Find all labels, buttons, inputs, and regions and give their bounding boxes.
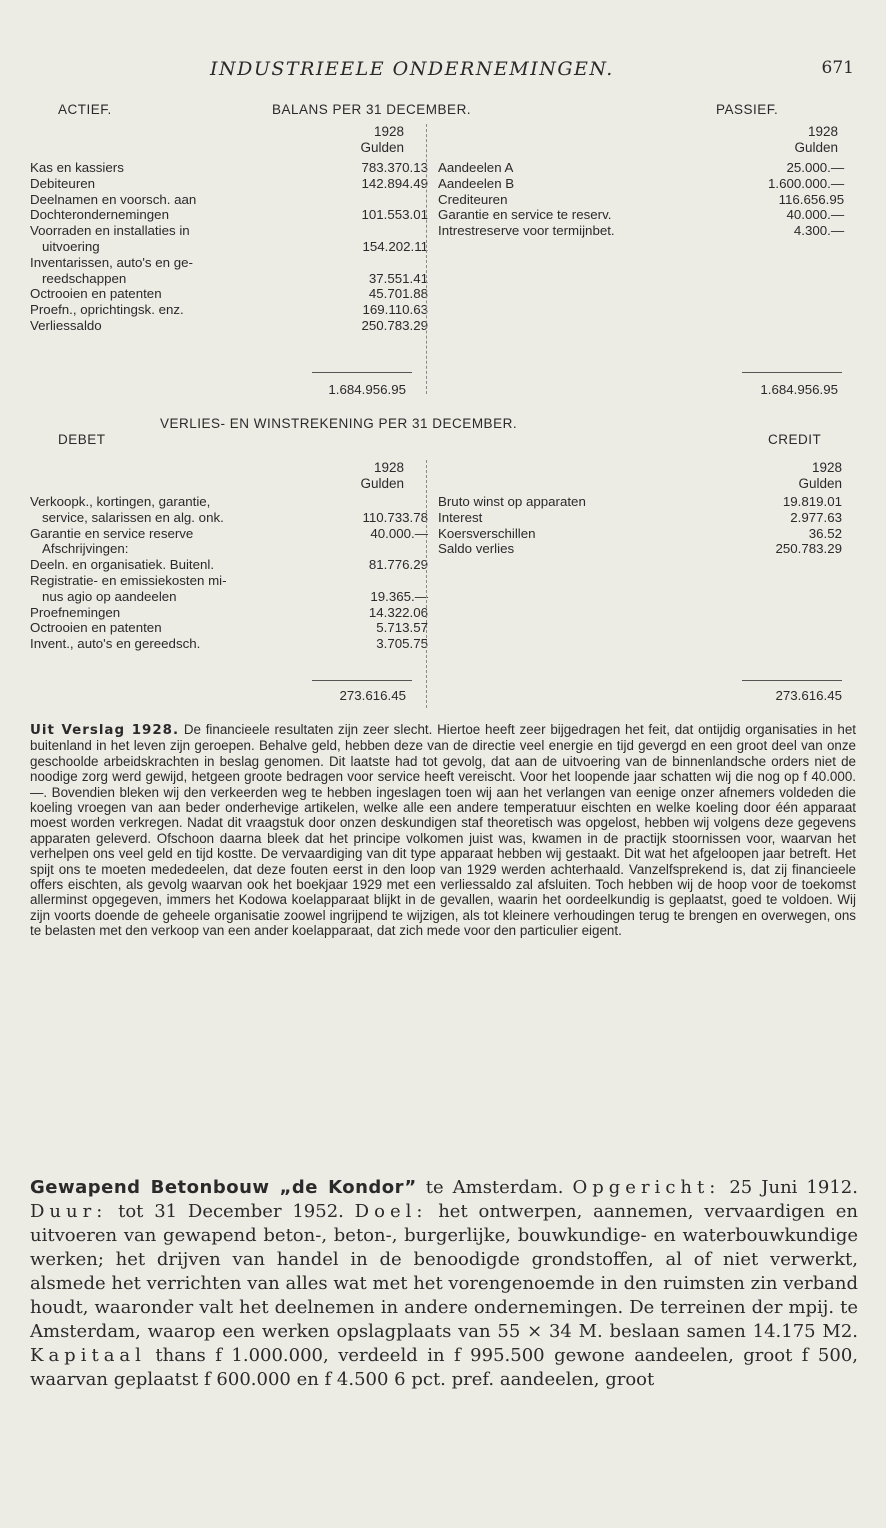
table-row: Deeln. en organisatiek. Buitenl. 81.776.29 <box>30 557 428 573</box>
table-row: Kas en kassiers 783.370.13 <box>30 160 428 175</box>
table-row: Verkoopk., kortingen, garantie, <box>30 494 211 509</box>
table-row: Koersverschillen 36.52 <box>438 525 842 541</box>
table-row: Crediteuren 116.656.95 <box>438 191 845 207</box>
table-row: Debiteuren 142.894.49 <box>30 175 428 191</box>
table-row: service, salarissen en alg. onk. 110.733.78 <box>42 509 428 525</box>
balans-year-right: 1928 <box>807 124 838 139</box>
table-row: Dochterondernemingen 101.553.01 <box>30 207 428 223</box>
wv-year-right: 1928 <box>811 460 842 475</box>
balans-unit-right: Gulden <box>794 140 838 155</box>
running-title: INDUSTRIEELE ONDERNEMINGEN. <box>210 58 614 80</box>
page-header <box>0 58 886 86</box>
table-row: Proefnemingen 14.322.06 <box>30 604 428 620</box>
credit-table <box>432 494 842 557</box>
table-row: Aandeelen B 1.600.000.— <box>438 175 845 191</box>
table-row: Afschrijvingen: <box>42 541 129 557</box>
table-row: Proefn., oprichtingsk. enz. 169.110.63 <box>30 302 428 318</box>
opgericht-value: 25 Juni 1912. <box>729 1177 858 1198</box>
total-rule-right <box>742 680 842 681</box>
duur-label: Duur: <box>30 1201 108 1222</box>
assets-table <box>30 160 434 334</box>
kapitaal-text: thans f 1.000.000, verdeeld in f 995.500 gewone aandeelen, groot f 500, waarvan geplaatst f 600.000 en f 4.500 6 pct. pref. aandeelen, groot <box>30 1345 858 1390</box>
wv-heading: VERLIES- EN WINSTREKENING PER 31 DECEMBER. <box>160 416 518 431</box>
balans-total-left: 1.684.956.95 <box>328 382 406 397</box>
report-text: De financieele resultaten zijn zeer slecht. Hiertoe heeft zeer bijgedragen het feit, dat ontijdig organisaties in het buitenland in het leven zijn geroepen. Behalve geld, hebben deze van de directie veel energie en tijd gevergd en een groot deel van onze geschoolde arbeidskrachten in beslag genomen. Dit laatste had tot gevolg, dat aan de uitvoering van de binnenlandsche orders niet de noodige zorg werd gewijd, hetgeen groote bedragen voor service heeft vereischt. Voor het loopende jaar schatten wij die nog op f 40.000.—. Bovendien bleken wij den verkeerden weg te hebben ingeslagen toen wij aan het verlangen van eenige onzer afnemers voldeden die koeling vroegen van aan beder onderhevige artikelen, welke alle een andere temperatuur eischten en welke koeling door één apparaat moest worden verkregen. Nadat dit vraagstuk door onzen deskundigen staf theoretisch was opgelost, hebben wij volgens deze gegevens apparaten geleverd. Ofschoon daarna bleek dat het principe volkomen juist was, kwamen in de practijk stoornissen voor, waarvan het verhelpen ons veel geld en tijd kostte. De vervaardiging van dit type apparaat hebben wij gestaakt. Dit wat het afgeloopen jaar betreft. Het spijt ons te moeten mededeelen, dat deze fouten eerst in den loop van 1929 werden achterhaald. Vanzelfsprekend is, dat zij financieele offers eischten, als gevolg waarvan ook het boekjaar 1929 met een verliessaldo zal afsluiten. Toch hebben wij de hoop voor de toekomst allerminst opgegeven, immers het Kodowa koelapparaat blijkt in de gevallen, waarin het oordeelkundig is geplaatst, goed te voldoen. Wij zijn voorts doende de geheele organisatie zoowel ingrijpend te wijzigen, als tot kleinere verhoudingen terug te brengen en overwegen, ons te belasten met den verkoop van een ander koelapparaat, dat zich mede voor den particulier eigent. <box>30 722 856 939</box>
table-row: Registratie- en emissiekosten mi- <box>30 572 227 588</box>
doel-text: het ontwerpen, aannemen, vervaardigen en uitvoeren van gewapend beton-, beton-, burgerlijke, bouwkundige- en waterbouwkundige werken; het drijven van handel in de benoodigde grondstoffen, al of niet verwerkt, alsmede het verrichten van alles wat met het vorengenoemde in den ruimsten zin verband houdt, waaronder valt het deelnemen in andere ondernemingen. De terreinen der mpij. te Amsterdam, waarop een werken opslagplaats van 55 × 34 M. beslaan samen 14.175 M2. <box>30 1201 858 1342</box>
column-divider <box>426 460 427 708</box>
doel-label: Doel: <box>354 1201 428 1222</box>
balans-year-left: 1928 <box>373 124 404 139</box>
table-row: Inventarissen, auto's en ge- <box>30 254 193 270</box>
total-rule-left <box>312 680 412 681</box>
table-row: Garantie en service te reserv. 40.000.— <box>438 207 845 223</box>
wv-total-left: 273.616.45 <box>339 688 406 703</box>
company-name: Gewapend Betonbouw „de Kondor” <box>30 1177 417 1198</box>
duur-value: tot 31 December 1952. <box>118 1201 344 1222</box>
table-row: Aandeelen A 25.000.— <box>438 160 845 175</box>
opgericht-label: Opgericht: <box>572 1177 721 1198</box>
actief-heading: ACTIEF. <box>58 102 112 117</box>
total-rule-right <box>742 372 842 373</box>
table-row: Bruto winst op apparaten 19.819.01 <box>438 494 842 509</box>
report-lead: Uit Verslag 1928. <box>30 723 180 738</box>
wv-unit-left: Gulden <box>360 476 404 491</box>
table-row: Intrestreserve voor termijnbet. 4.300.— <box>438 223 845 239</box>
table-row: Voorraden en installaties in <box>30 223 190 239</box>
table-row: Verliessaldo 250.783.29 <box>30 317 428 333</box>
balans-unit-left: Gulden <box>360 140 404 155</box>
passief-heading: PASSIEF. <box>716 102 779 117</box>
table-row: reedschappen 37.551.41 <box>42 270 428 286</box>
liabilities-table <box>432 160 844 239</box>
table-row: Saldo verlies 250.783.29 <box>438 541 842 557</box>
wv-year-left: 1928 <box>373 460 404 475</box>
balans-total-right: 1.684.956.95 <box>760 382 838 397</box>
wv-total-right: 273.616.45 <box>775 688 842 703</box>
table-row: Garantie en service reserve 40.000.— <box>30 525 428 541</box>
table-row: Interest 2.977.63 <box>438 509 842 525</box>
credit-heading: CREDIT <box>768 432 822 447</box>
table-row: Octrooien en patenten 5.713.57 <box>30 620 428 636</box>
debet-heading: DEBET <box>58 432 106 447</box>
table-row: Deelnamen en voorsch. aan <box>30 191 197 207</box>
wv-unit-right: Gulden <box>798 476 842 491</box>
company-place: te Amsterdam. <box>425 1177 564 1198</box>
table-row: Invent., auto's en gereedsch. 3.705.75 <box>30 636 428 652</box>
kapitaal-label: Kapitaal <box>30 1345 146 1366</box>
page-number: 671 <box>821 58 854 78</box>
table-row: Octrooien en patenten 45.701.88 <box>30 286 428 302</box>
company-entry <box>30 1176 858 1392</box>
total-rule-left <box>312 372 412 373</box>
annual-report-excerpt <box>30 722 856 939</box>
balans-heading: BALANS PER 31 DECEMBER. <box>272 102 472 117</box>
debit-table <box>30 494 434 652</box>
table-row: nus agio op aandeelen 19.365.— <box>42 588 428 604</box>
column-divider <box>426 124 427 394</box>
table-row: uitvoering 154.202.11 <box>42 238 428 254</box>
